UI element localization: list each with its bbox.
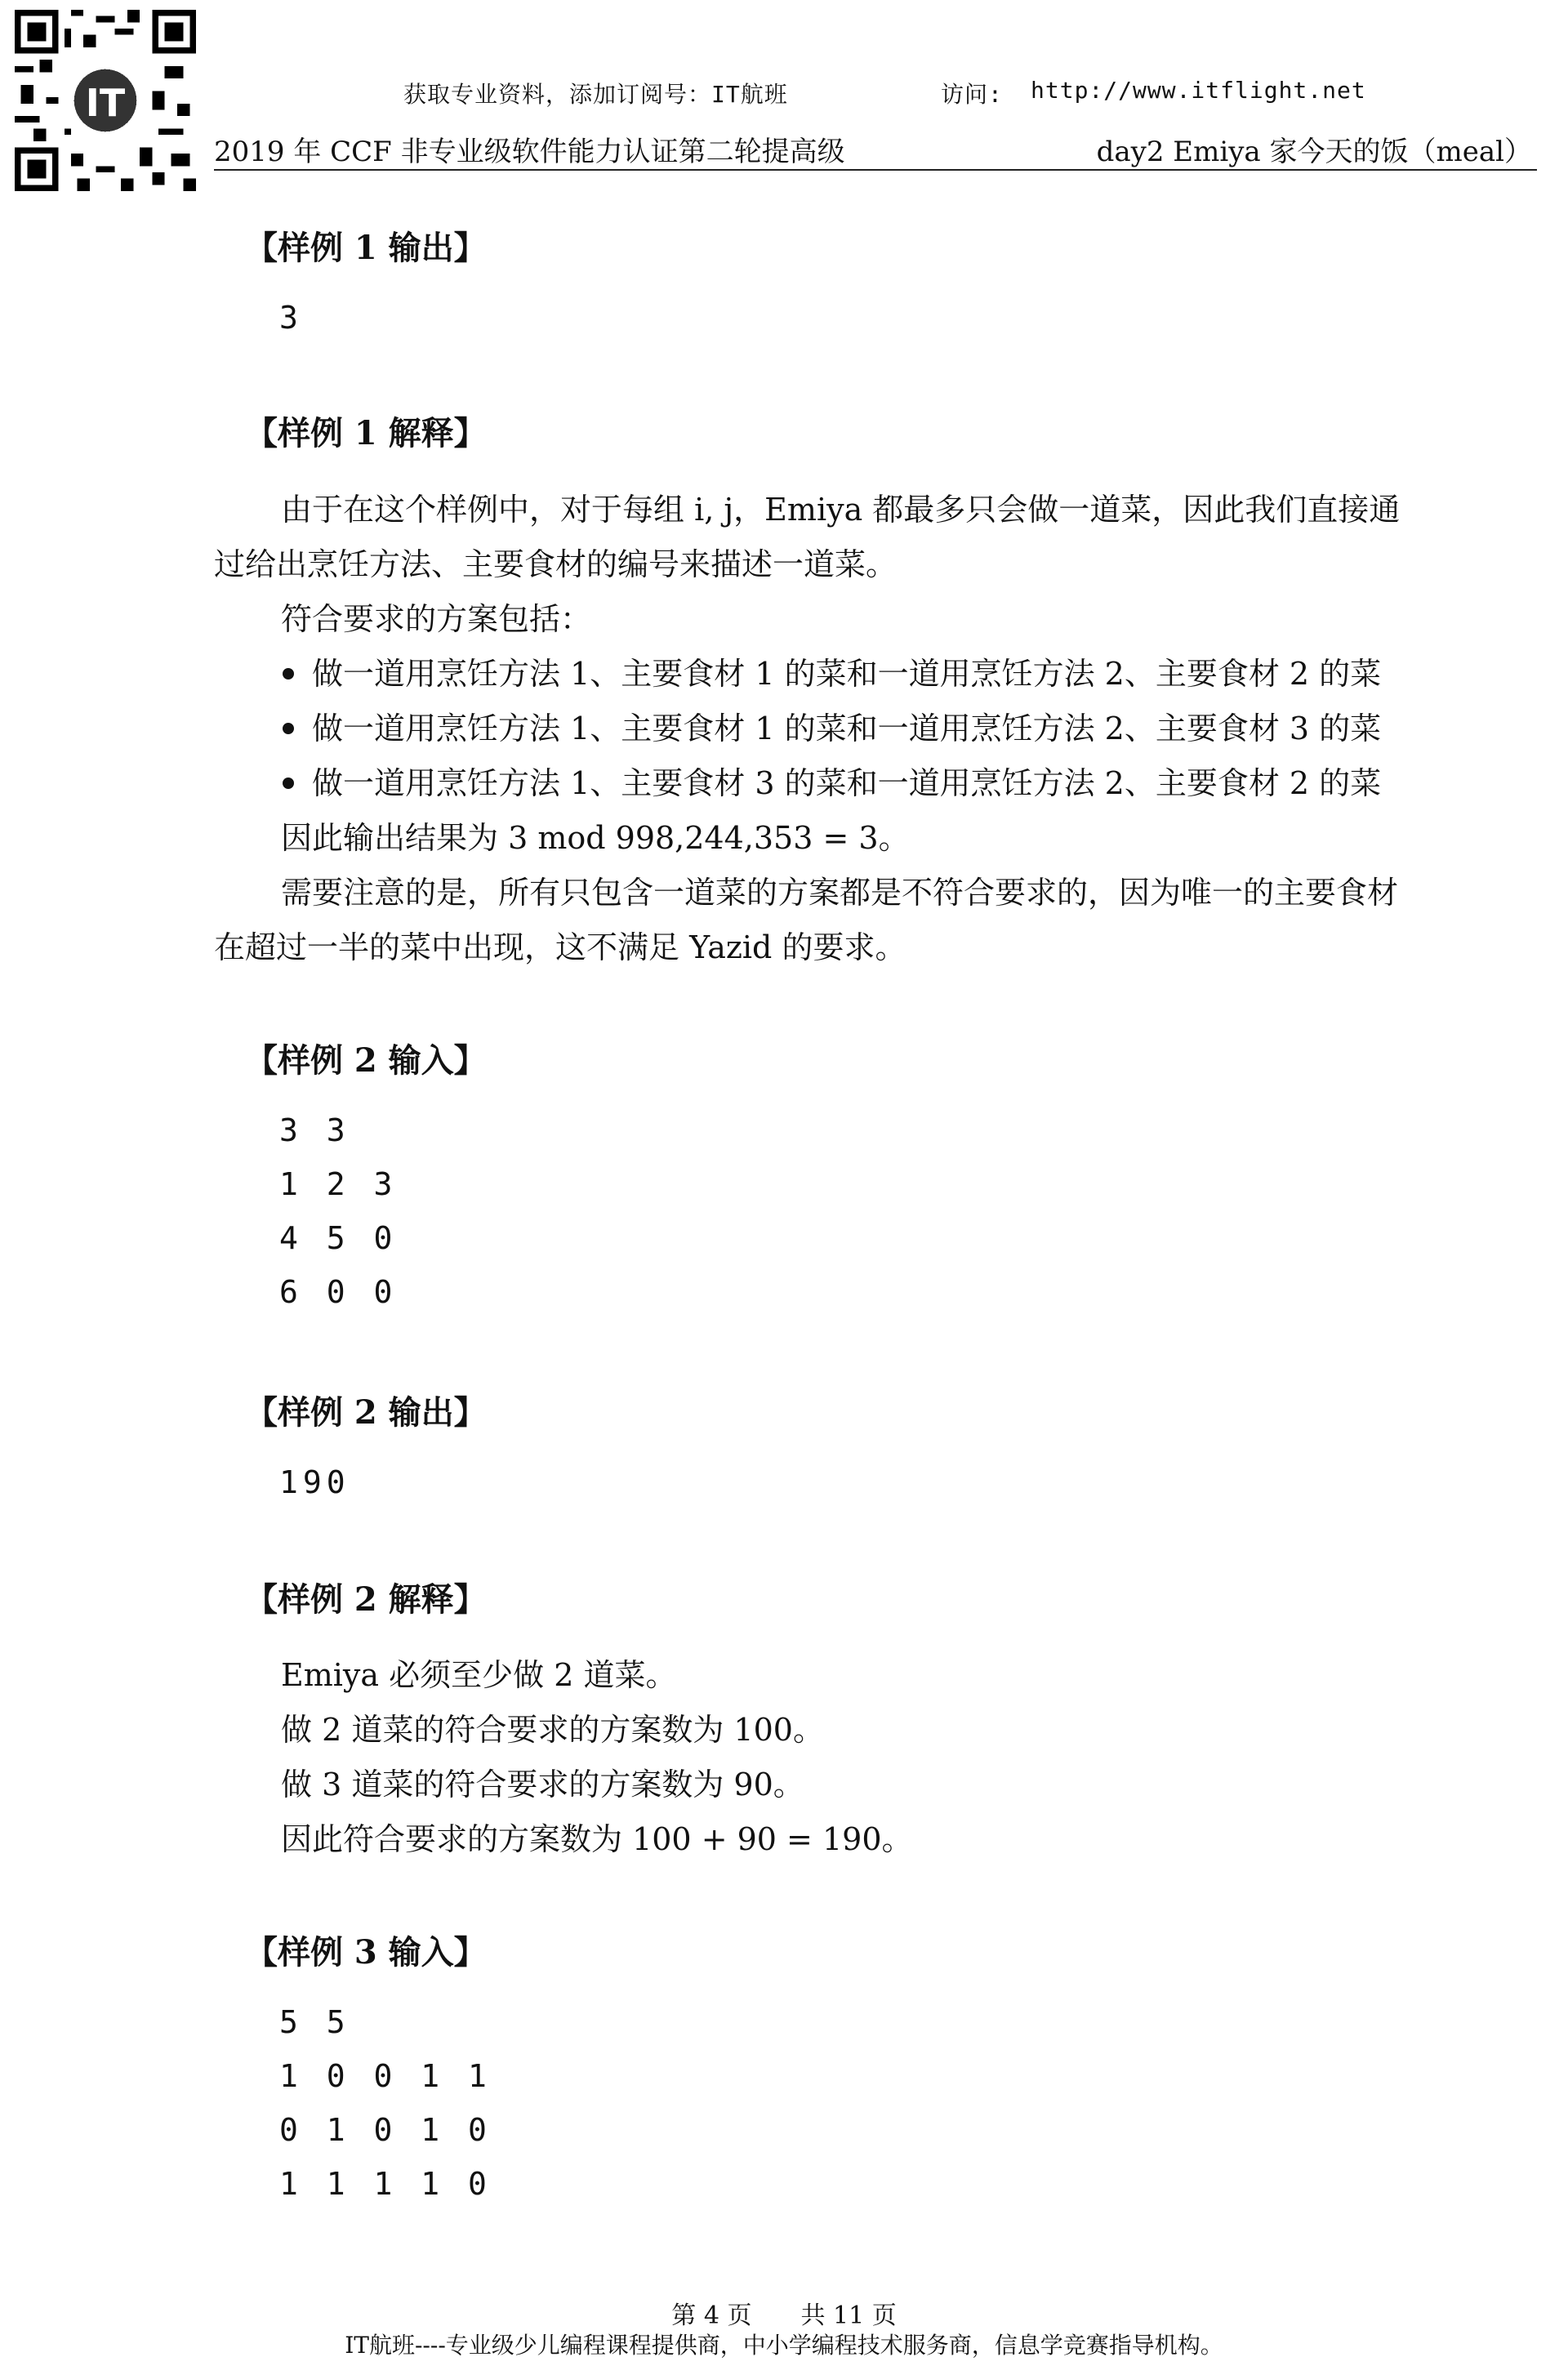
sample-2-input-line: 3 3 — [279, 1112, 350, 1148]
sample-1-explanation-heading: 【样例 1 解释】 — [245, 414, 487, 452]
bullet-item: 做一道用烹饪方法 1、主要食材 3 的菜和一道用烹饪方法 2、主要食材 2 的菜 — [283, 758, 1381, 803]
sample-2-explanation-heading: 【样例 2 解释】 — [245, 1580, 487, 1619]
bullet-item: 做一道用烹饪方法 1、主要食材 1 的菜和一道用烹饪方法 2、主要食材 2 的菜 — [283, 648, 1381, 693]
explanation-paragraph: 因此输出结果为 3 mod 998,244,353 = 3。 — [281, 820, 910, 856]
sample-2-output-heading: 【样例 2 输出】 — [245, 1393, 487, 1432]
explanation-line: 做 2 道菜的符合要求的方案数为 100。 — [281, 1712, 824, 1748]
explanation-line: 做 3 道菜的符合要求的方案数为 90。 — [281, 1767, 804, 1802]
sample-2-input-line: 6 0 0 — [279, 1274, 398, 1310]
problem-title: day2 Emiya 家今天的饭（meal） — [1096, 136, 1532, 168]
sample-3-input-heading: 【样例 3 输入】 — [245, 1933, 487, 1972]
bullet-item: 做一道用烹饪方法 1、主要食材 1 的菜和一道用烹饪方法 2、主要食材 3 的菜 — [283, 703, 1381, 748]
header-visit-label: 访问: — [941, 81, 1003, 108]
sample-2-input-line: 4 5 0 — [279, 1220, 398, 1256]
sample-1-output-line: 3 — [279, 300, 303, 336]
svg-text:IT: IT — [85, 81, 126, 126]
contest-title: 2019 年 CCF 非专业级软件能力认证第二轮提高级 — [214, 136, 845, 168]
explanation-paragraph: 在超过一半的菜中出现，这不满足 Yazid 的要求。 — [214, 929, 906, 965]
sample-3-input-line: 1 1 1 1 0 — [279, 2166, 492, 2202]
explanation-paragraph: 符合要求的方案包括： — [281, 601, 592, 637]
bullet-dot-icon — [283, 778, 294, 789]
explanation-paragraph: 由于在这个样例中，对于每组 i, j，Emiya 都最多只会做一道菜，因此我们直接通 — [281, 492, 1401, 528]
sample-1-output-heading: 【样例 1 输出】 — [245, 229, 487, 267]
sample-3-input-line: 0 1 0 1 0 — [279, 2112, 492, 2148]
qr-code-image — [15, 10, 196, 191]
explanation-line: Emiya 必须至少做 2 道菜。 — [281, 1657, 677, 1693]
bullet-dot-icon — [283, 668, 294, 680]
header-url: http://www.itflight.net — [1031, 77, 1366, 104]
header-ad-text: 获取专业资料，添加订阅号：IT航班 — [403, 81, 788, 108]
bullet-dot-icon — [283, 723, 294, 734]
explanation-line: 因此符合要求的方案数为 100 + 90 = 190。 — [281, 1821, 913, 1857]
sample-2-input-line: 1 2 3 — [279, 1166, 398, 1202]
page-number: 第 4 页 共 11 页 — [671, 2301, 897, 2330]
sample-2-input-heading: 【样例 2 输入】 — [245, 1041, 487, 1080]
footer-slogan: IT航班----专业级少儿编程课程提供商，中小学编程技术服务商，信息学竞赛指导机构。 — [345, 2332, 1223, 2359]
header-divider — [214, 169, 1537, 171]
explanation-paragraph: 过给出烹饪方法、主要食材的编号来描述一道菜。 — [214, 546, 898, 582]
sample-2-output-line: 190 — [279, 1464, 350, 1500]
sample-3-input-line: 1 0 0 1 1 — [279, 2058, 492, 2094]
explanation-paragraph: 需要注意的是，所有只包含一道菜的方案都是不符合要求的，因为唯一的主要食材 — [281, 875, 1399, 911]
sample-3-input-line: 5 5 — [279, 2004, 350, 2040]
